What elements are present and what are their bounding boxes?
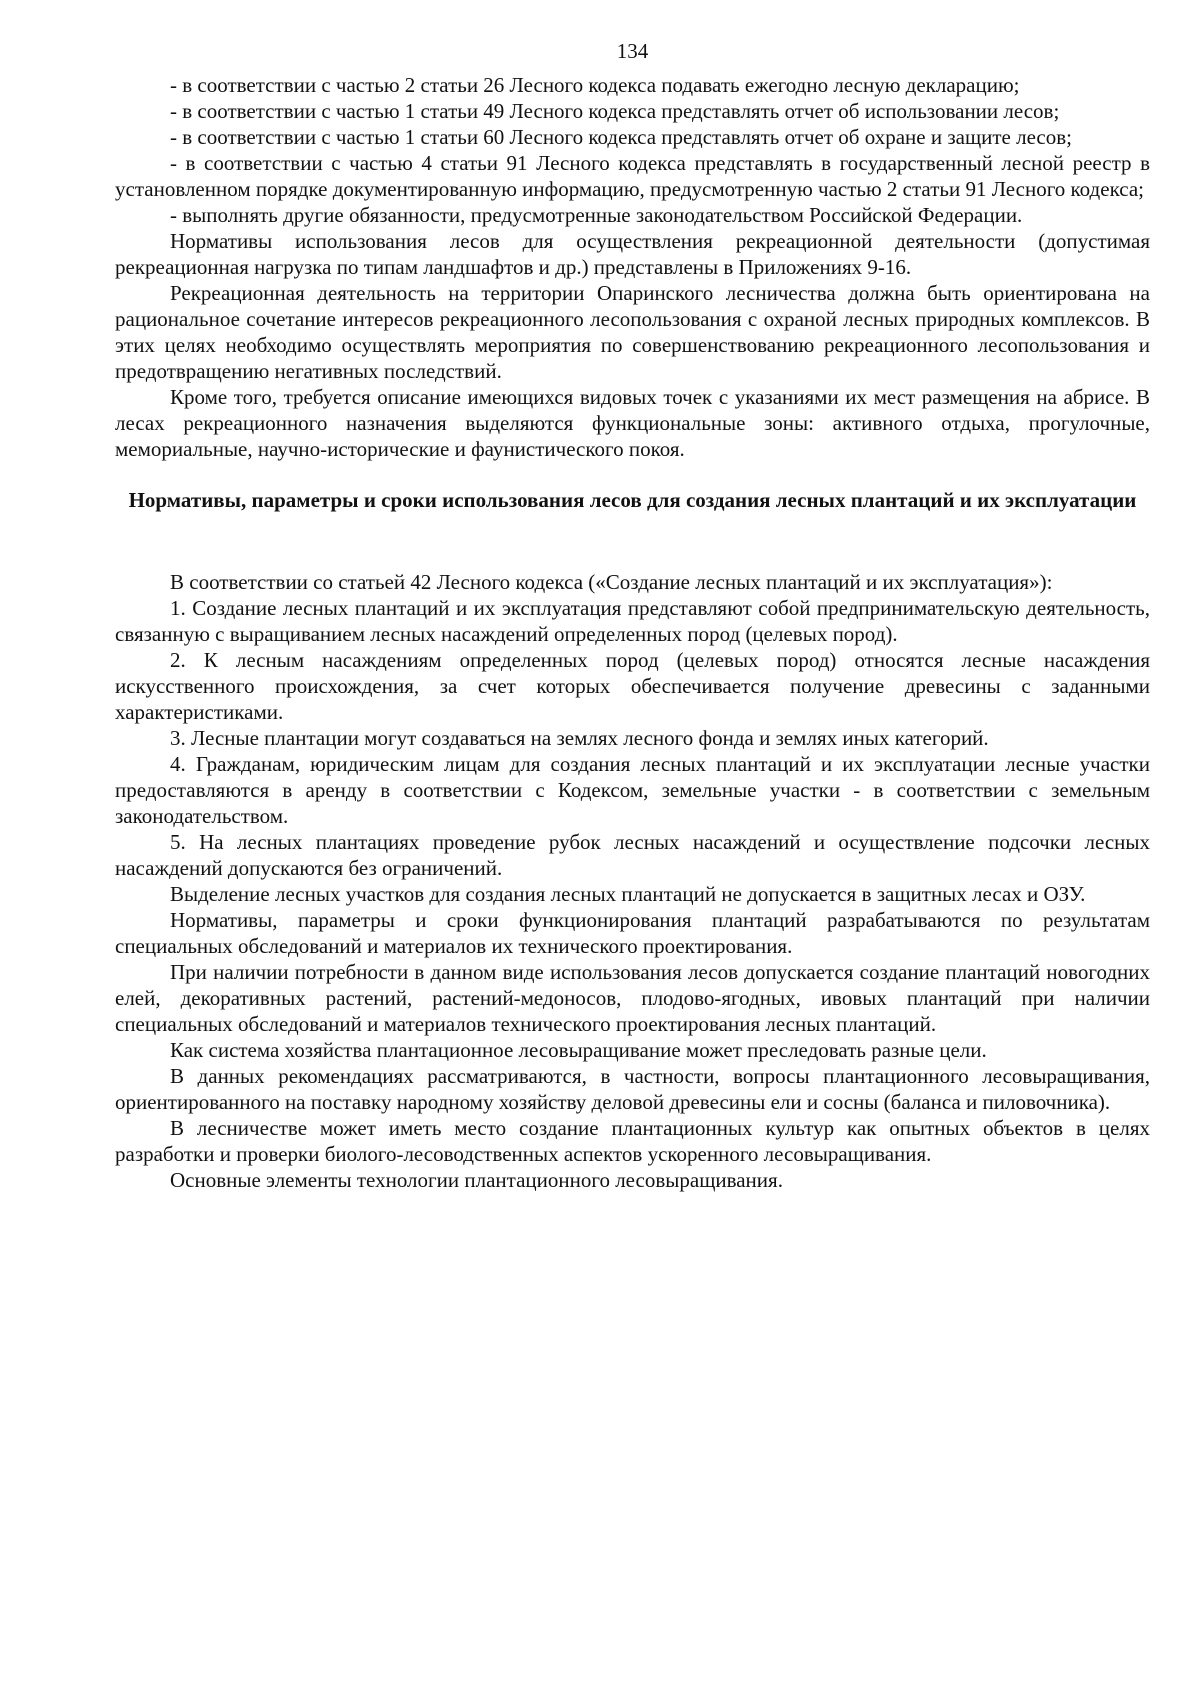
paragraph: 5. На лесных плантациях проведение рубок лесных насаждений и осуществление подсочки лесных насаждений допускаются без ограничений. [115,830,1150,880]
paragraph: Основные элементы технологии плантационного лесовыращивания. [170,1168,783,1192]
document-page [115,38,1150,1193]
paragraph: Нормативы использования лесов для осуществления рекреационной деятельности (допустимая рекреационная нагрузка по типам ландшафтов и др.) представлены в Приложениях 9-16. [115,229,1150,279]
section-heading: Нормативы, параметры и сроки использования лесов для создания лесных плантаций и их эксплуатации [128,488,1137,512]
paragraph: - в соответствии с частью 4 статьи 91 Лесного кодекса представлять в государственный лесной реестр в установленном порядке документированную информацию, предусмотренную частью 2 статьи 91 Лесного кодекса; [115,151,1150,201]
page-number: 134 [616,39,649,63]
paragraph: - в соответствии с частью 2 статьи 26 Лесного кодекса подавать ежегодно лесную декларацию; [170,73,1020,97]
paragraph: 1. Создание лесных плантаций и их эксплуатация представляют собой предпринимательскую деятельность, связанную с выращиванием лесных насаждений определенных пород (целевых пород). [115,596,1150,646]
paragraph: - в соответствии с частью 1 статьи 60 Лесного кодекса представлять отчет об охране и защите лесов; [170,125,1072,149]
paragraph: - выполнять другие обязанности, предусмотренные законодательством Российской Федерации. [170,203,1023,227]
paragraph: 2. К лесным насаждениям определенных пород (целевых пород) относятся лесные насаждения искусственного происхождения, за счет которых обеспечивается получение древесины с заданными характеристиками. [115,648,1150,724]
paragraph: Как система хозяйства плантационное лесовыращивание может преследовать разные цели. [170,1038,987,1062]
paragraph: Выделение лесных участков для создания лесных плантаций не допускается в защитных лесах и ОЗУ. [170,882,1086,906]
paragraph: В соответствии со статьей 42 Лесного кодекса («Создание лесных плантаций и их эксплуатация»): [170,570,1053,594]
paragraph: При наличии потребности в данном виде использования лесов допускается создание плантаций новогодних елей, декоративных растений, растений-медоносов, плодово-ягодных, ивовых плантаций при наличии специальных обследований и материалов технического проектирования лесных плантаций. [115,960,1150,1036]
paragraph: В данных рекомендациях рассматриваются, в частности, вопросы плантационного лесовыращивания, ориентированного на поставку народному хозяйству деловой древесины ели и сосны (баланса и пиловочника). [115,1064,1150,1114]
paragraph: Рекреационная деятельность на территории Опаринского лесничества должна быть ориентирована на рациональное сочетание интересов рекреационного лесопользования с охраной лесных природных комплексов. В этих целях необходимо осуществлять мероприятия по совершенствованию рекреационного лесопользования и предотвращению негативных последствий. [115,281,1150,383]
paragraph: - в соответствии с частью 1 статьи 49 Лесного кодекса представлять отчет об использовании лесов; [170,99,1060,123]
paragraph: 3. Лесные плантации могут создаваться на землях лесного фонда и землях иных категорий. [170,726,989,750]
paragraph: 4. Гражданам, юридическим лицам для создания лесных плантаций и их эксплуатации лесные участки предоставляются в аренду в соответствии с Кодексом, земельные участки - в соответствии с земельным законодательством. [115,752,1150,828]
paragraph: В лесничестве может иметь место создание плантационных культур как опытных объектов в целях разработки и проверки биолого-лесоводственных аспектов ускоренного лесовыращивания. [115,1116,1150,1166]
top-section [115,72,1150,462]
paragraph: Кроме того, требуется описание имеющихся видовых точек с указаниями их мест размещения на абрисе. В лесах рекреационного назначения выделяются функциональные зоны: активного отдыха, прогулочные, мемориальные, научно-исторические и фаунистического покоя. [115,385,1150,461]
paragraph: Нормативы, параметры и сроки функционирования плантаций разрабатываются по результатам специальных обследований и материалов их технического проектирования. [115,908,1150,958]
bottom-section [115,569,1150,1193]
